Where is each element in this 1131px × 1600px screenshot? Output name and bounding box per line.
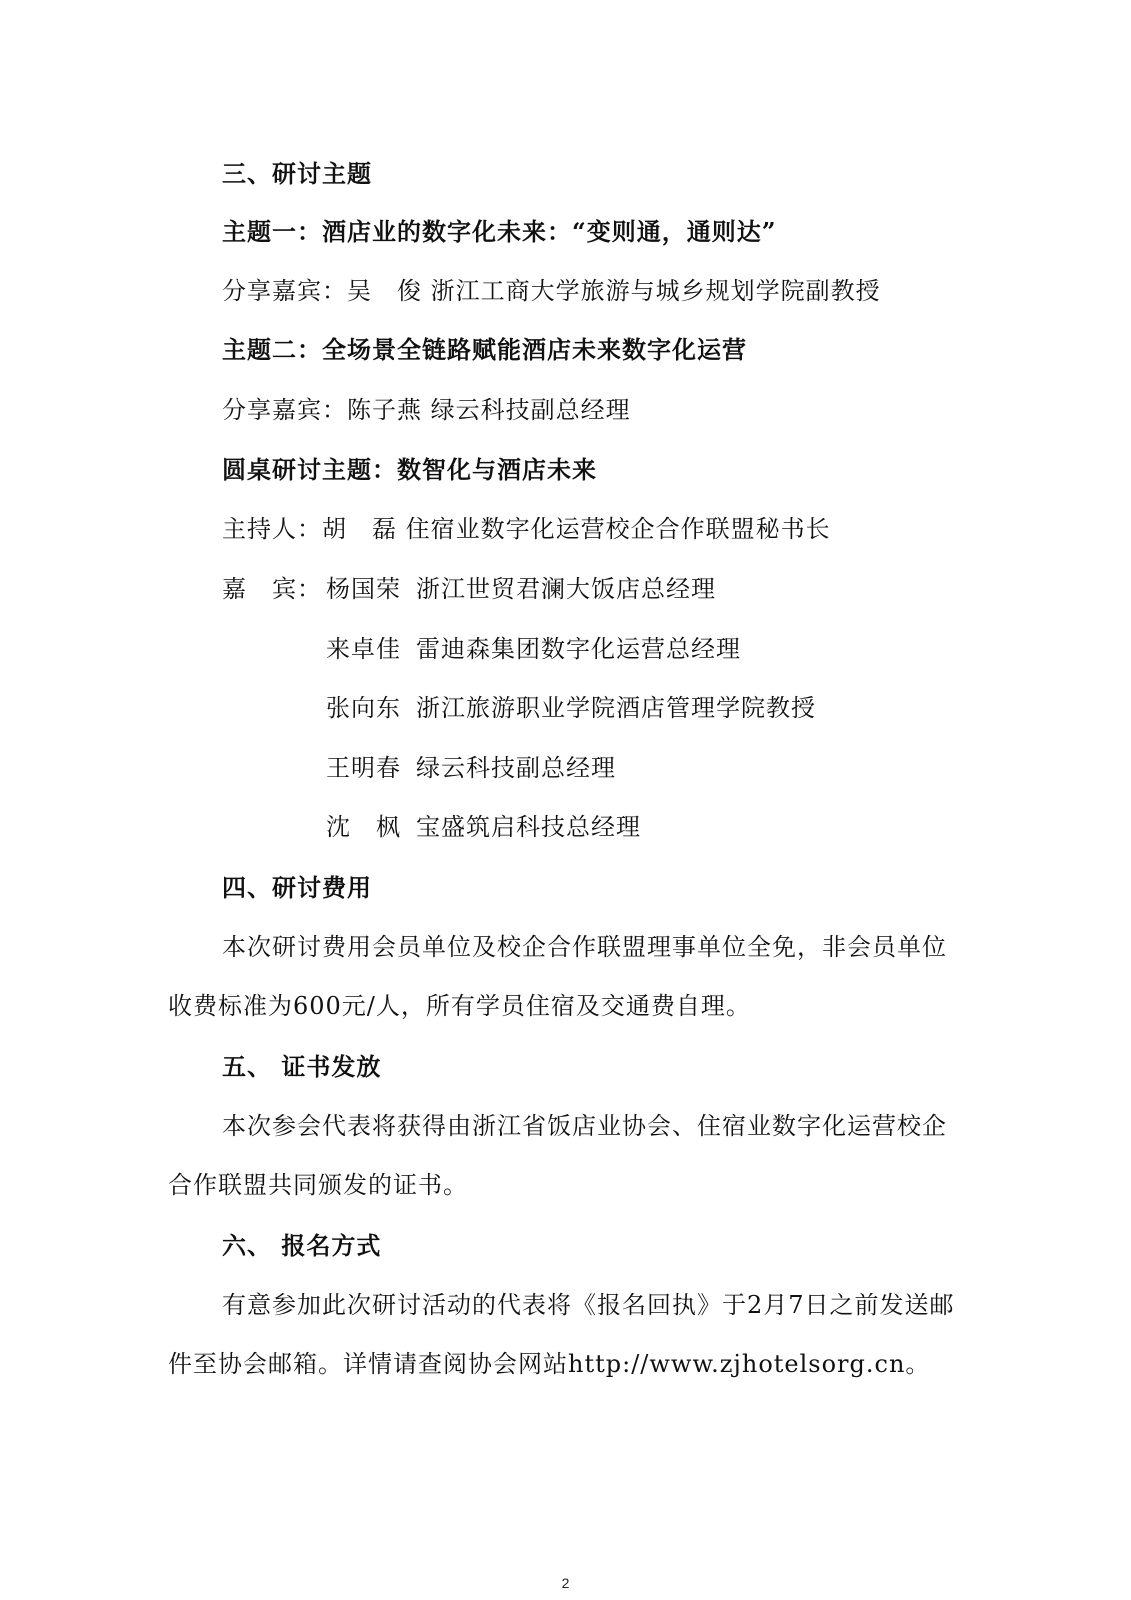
roundtable-host: 主持人：胡 磊 住宿业数字化运营校企合作联盟秘书长 bbox=[222, 515, 831, 543]
theme-one-speaker: 分享嘉宾：吴 俊 浙江工商大学旅游与城乡规划学院副教授 bbox=[222, 277, 881, 305]
guest-title: 雷迪森集团数字化运营总经理 bbox=[416, 635, 741, 663]
guest-row bbox=[326, 751, 616, 785]
theme-one-title: 主题一：酒店业的数字化未来：“变则通，通则达” bbox=[222, 217, 777, 246]
guest-title: 宝盛筑启科技总经理 bbox=[416, 813, 641, 841]
certificate-paragraph-line: 合作联盟共同颁发的证书。 bbox=[168, 1171, 468, 1199]
guest-row bbox=[326, 632, 741, 666]
guest-row bbox=[222, 572, 716, 606]
guest-name: 王明春 bbox=[326, 754, 401, 782]
fees-paragraph-line: 本次研讨费用会员单位及校企合作联盟理事单位全免，非会员单位 bbox=[222, 933, 947, 961]
page-number: 2 bbox=[561, 1575, 570, 1591]
section-heading-topics: 三、研讨主题 bbox=[222, 159, 372, 188]
guest-name: 张向东 bbox=[326, 694, 401, 722]
guest-title: 浙江世贸君澜大饭店总经理 bbox=[416, 575, 716, 603]
guest-title: 绿云科技副总经理 bbox=[416, 754, 616, 782]
fees-paragraph-line: 收费标准为600元/人，所有学员住宿及交通费自理。 bbox=[168, 992, 751, 1020]
section-heading-fees: 四、研讨费用 bbox=[222, 873, 372, 902]
roundtable-title: 圆桌研讨主题：数智化与酒店未来 bbox=[222, 455, 597, 484]
section-heading-registration: 六、 报名方式 bbox=[222, 1231, 382, 1260]
theme-two-title: 主题二：全场景全链路赋能酒店未来数字化运营 bbox=[222, 335, 747, 364]
guest-row bbox=[326, 810, 641, 844]
guest-name: 来卓佳 bbox=[326, 635, 401, 663]
guest-row bbox=[326, 691, 816, 725]
guest-name: 沈 枫 bbox=[326, 813, 401, 841]
section-heading-certificate: 五、 证书发放 bbox=[222, 1052, 382, 1081]
certificate-paragraph-line: 本次参会代表将获得由浙江省饭店业协会、住宿业数字化运营校企 bbox=[222, 1112, 947, 1140]
guest-name: 杨国荣 bbox=[326, 575, 401, 603]
guests-label: 嘉 宾： bbox=[222, 575, 322, 603]
theme-two-speaker: 分享嘉宾：陈子燕 绿云科技副总经理 bbox=[222, 396, 631, 424]
guest-title: 浙江旅游职业学院酒店管理学院教授 bbox=[416, 694, 816, 722]
registration-paragraph-line: 有意参加此次研讨活动的代表将《报名回执》于2月7日之前发送邮 bbox=[222, 1291, 955, 1319]
registration-paragraph-line: 件至协会邮箱。详情请查阅协会网站http://www.zjhotelsorg.cn。 bbox=[168, 1350, 931, 1378]
